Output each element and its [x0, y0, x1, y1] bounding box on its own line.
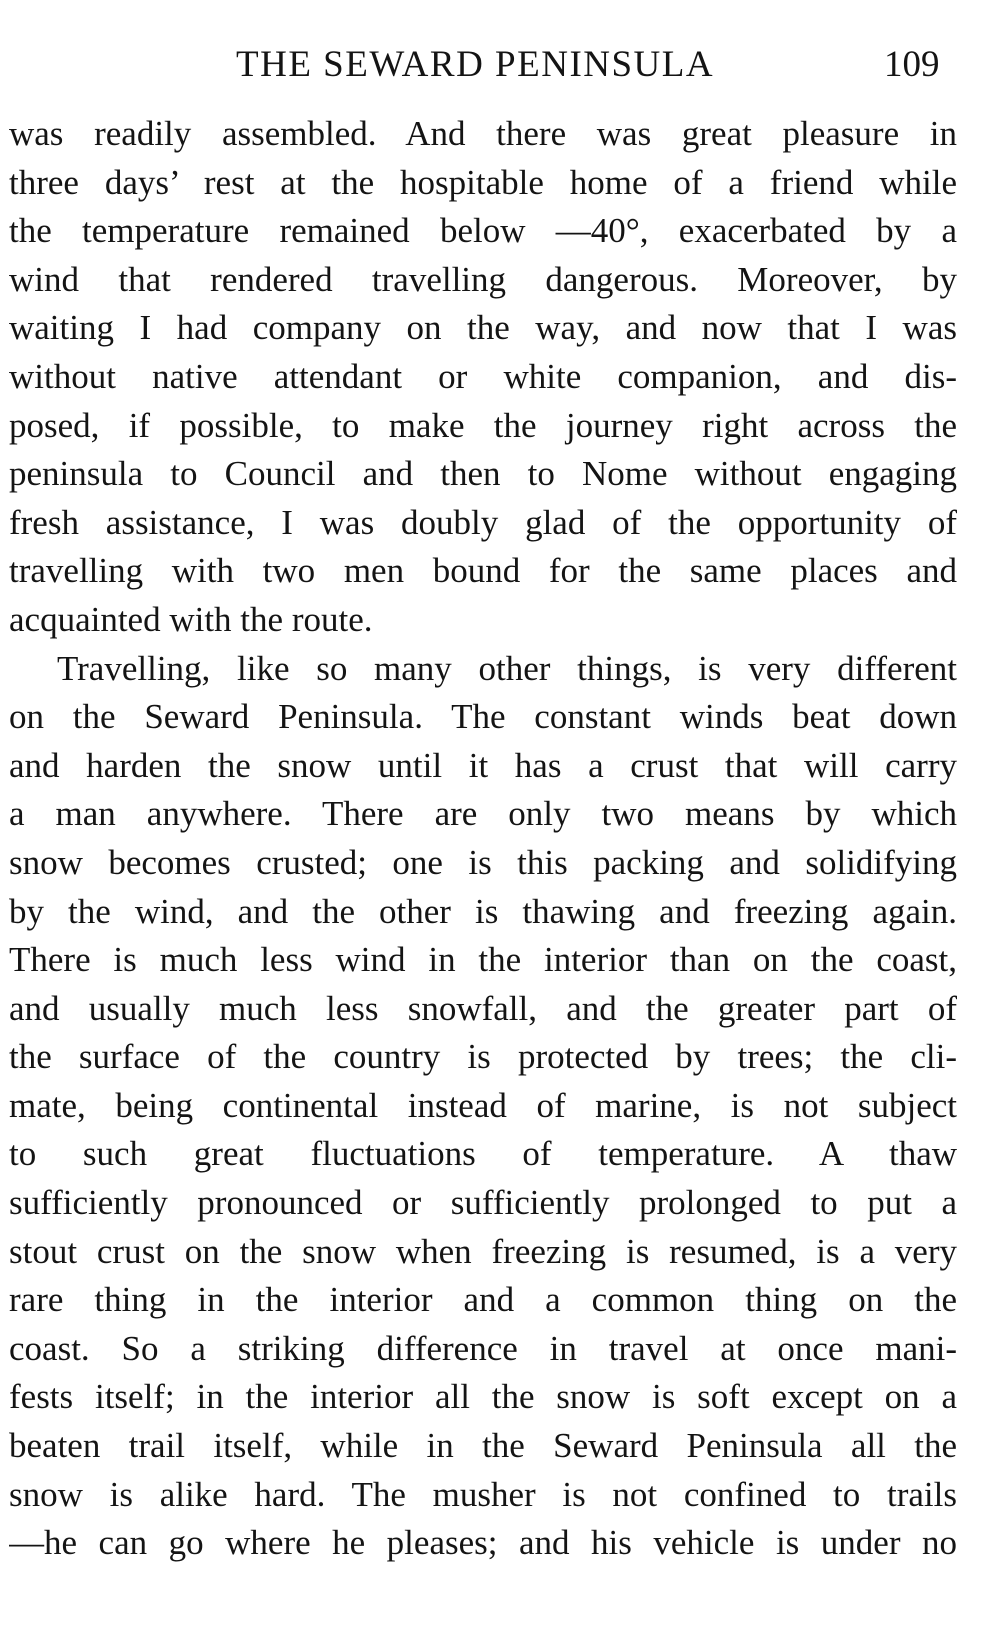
- paragraph-end-line: acquainted with the route.: [9, 599, 373, 639]
- text-line: fests itself; in the interior all the snow is soft except on a: [9, 1377, 957, 1417]
- text-line: sufficiently pronounced or sufficiently prolonged to put a: [9, 1183, 957, 1223]
- text-line: travelling with two men bound for the same places and: [9, 551, 957, 591]
- text-line: fresh assistance, I was doubly glad of the opportunity of: [9, 502, 957, 542]
- text-line: was readily assembled. And there was great pleasure in: [9, 114, 957, 153]
- running-title: THE SEWARD PENINSULA: [236, 44, 715, 85]
- body-text: [9, 110, 957, 1568]
- text-line: rare thing in the interior and a common thing on the: [9, 1280, 957, 1320]
- text-line: wind that rendered travelling dangerous. Moreover, by: [9, 259, 957, 299]
- text-line: beaten trail itself, while in the Seward Peninsula all the: [9, 1426, 957, 1466]
- text-line: and usually much less snowfall, and the greater part of: [9, 988, 957, 1028]
- page-number: 109: [884, 44, 940, 85]
- text-line: the surface of the country is protected by trees; the cli-: [9, 1037, 957, 1077]
- text-line: by the wind, and the other is thawing and freezing again.: [9, 891, 957, 931]
- text-line: There is much less wind in the interior than on the coast,: [9, 940, 957, 980]
- text-line: a man anywhere. There are only two means by which: [9, 794, 957, 834]
- text-line: three days’ rest at the hospitable home of a friend while: [9, 162, 957, 202]
- text-line: coast. So a striking difference in travel at once mani-: [9, 1328, 957, 1368]
- text-line: to such great fluctuations of temperature. A thaw: [9, 1134, 957, 1174]
- paragraph-start-line: Travelling, like so many other things, is very different: [57, 648, 957, 688]
- text-line: snow becomes crusted; one is this packing and solidifying: [9, 842, 957, 882]
- text-line: waiting I had company on the way, and now that I was: [9, 308, 957, 348]
- text-line: posed, if possible, to make the journey right across the: [9, 405, 957, 445]
- text-line: and harden the snow until it has a crust that will carry: [9, 745, 957, 785]
- text-line: stout crust on the snow when freezing is resumed, is a very: [9, 1231, 957, 1271]
- text-line: peninsula to Council and then to Nome without engaging: [9, 454, 957, 494]
- text-line: without native attendant or white companion, and dis-: [9, 356, 957, 396]
- text-line: on the Seward Peninsula. The constant winds beat down: [9, 697, 957, 737]
- text-line: —he can go where he pleases; and his vehicle is under no: [9, 1523, 957, 1563]
- running-head: [0, 40, 1000, 90]
- text-line: the temperature remained below —40°, exacerbated by a: [9, 211, 957, 251]
- text-line: mate, being continental instead of marine, is not subject: [9, 1085, 957, 1125]
- text-line: snow is alike hard. The musher is not confined to trails: [9, 1474, 957, 1514]
